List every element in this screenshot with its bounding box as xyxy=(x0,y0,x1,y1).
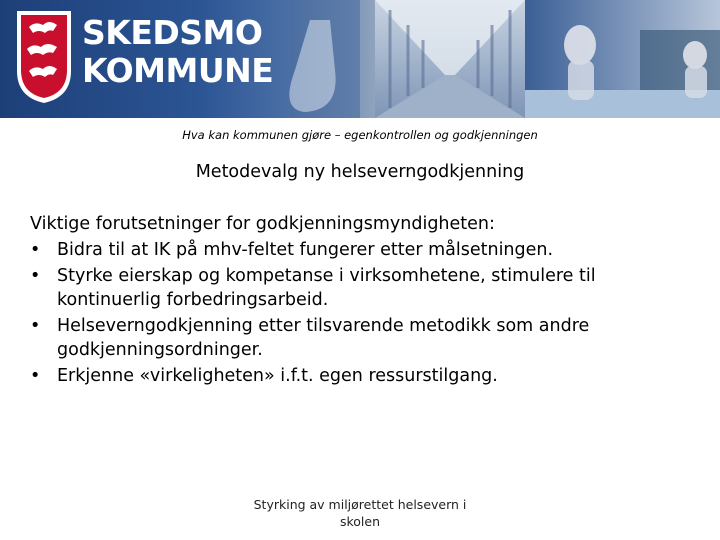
bullet-text: Bidra til at IK på mhv-feltet fungerer etter målsetningen. xyxy=(57,240,554,260)
bullet-text: Helseverngodkjenning etter tilsvarende metodikk som andre godkjenningsordninger. xyxy=(57,316,590,360)
banner-photo-collage xyxy=(280,0,720,118)
footer-line-1: Styrking av miljørettet helsevern i xyxy=(253,497,467,512)
list-item xyxy=(30,238,690,262)
bullet-marker: • xyxy=(30,266,41,286)
bullet-text: Erkjenne «virkeligheten» i.f.t. egen ressurstilgang. xyxy=(57,366,498,386)
municipality-logo-text xyxy=(82,14,273,90)
logo-line-2: KOMMUNE xyxy=(82,51,274,90)
list-item xyxy=(30,364,690,388)
bullet-marker: • xyxy=(30,316,41,336)
bullet-list xyxy=(30,238,690,388)
slide-subtitle: Hva kan kommunen gjøre – egenkontrollen og godkjenningen xyxy=(182,128,538,142)
slide-body xyxy=(30,212,690,388)
bullet-marker: • xyxy=(30,240,41,260)
slide-footer xyxy=(240,496,480,530)
header-banner xyxy=(0,0,720,118)
slide-title: Metodevalg ny helseverngodkjenning xyxy=(195,162,525,182)
list-item xyxy=(30,314,690,362)
bullet-marker: • xyxy=(30,366,41,386)
intro-text: Viktige forutsetninger for godkjenningsmyndigheten: xyxy=(30,214,495,234)
logo-line-1: SKEDSMO xyxy=(82,13,263,52)
list-item xyxy=(30,264,690,312)
footer-line-2: skolen xyxy=(339,514,381,529)
municipality-shield-logo xyxy=(15,9,73,105)
bullet-text: Styrke eierskap og kompetanse i virksomhetene, stimulere til kontinuerlig forbedringsarbeid. xyxy=(57,266,596,310)
